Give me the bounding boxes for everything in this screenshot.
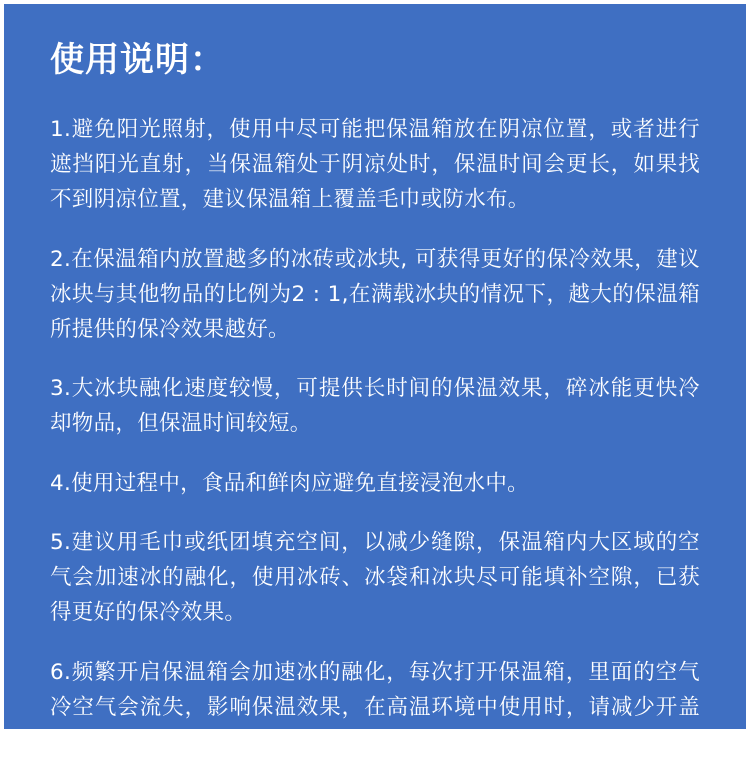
instructions-panel <box>4 4 746 755</box>
instruction-item-4: 4.使用过程中，食品和鲜肉应避免直接浸泡水中。 <box>50 470 529 496</box>
instruction-item-1: 1.避免阳光照射，使用中尽可能把保温箱放在阴凉位置，或者进行遮挡阳光直射，当保温箱处于阴凉处时，保温时间会更长，如果找不到阴凉位置，建议保温箱上覆盖毛巾或防水布。 <box>50 117 700 212</box>
instruction-item-5: 5.建议用毛巾或纸团填充空间，以减少缝隙，保温箱内大区域的空气会加速冰的融化，使用冰砖、冰袋和冰块尽可能填补空隙，已获得更好的保冷效果。 <box>50 530 700 625</box>
instruction-item-6: 6.频繁开启保温箱会加速冰的融化，每次打开保温箱，里面的空气冷空气会流失，影响保温效果，在高温环境中使用时，请减少开盖次数。 <box>50 659 700 755</box>
instructions-title: 使用说明： <box>50 40 225 80</box>
instruction-item-3: 3.大冰块融化速度较慢，可提供长时间的保温效果，碎冰能更快冷却物品，但保温时间较短。 <box>50 376 700 436</box>
instruction-item-2: 2.在保温箱内放置越多的冰砖或冰块, 可获得更好的保冷效果，建议冰块与其他物品的比例为2 : 1,在满载冰块的情况下，越大的保温箱所提供的保冷效果越好。 <box>50 246 700 342</box>
